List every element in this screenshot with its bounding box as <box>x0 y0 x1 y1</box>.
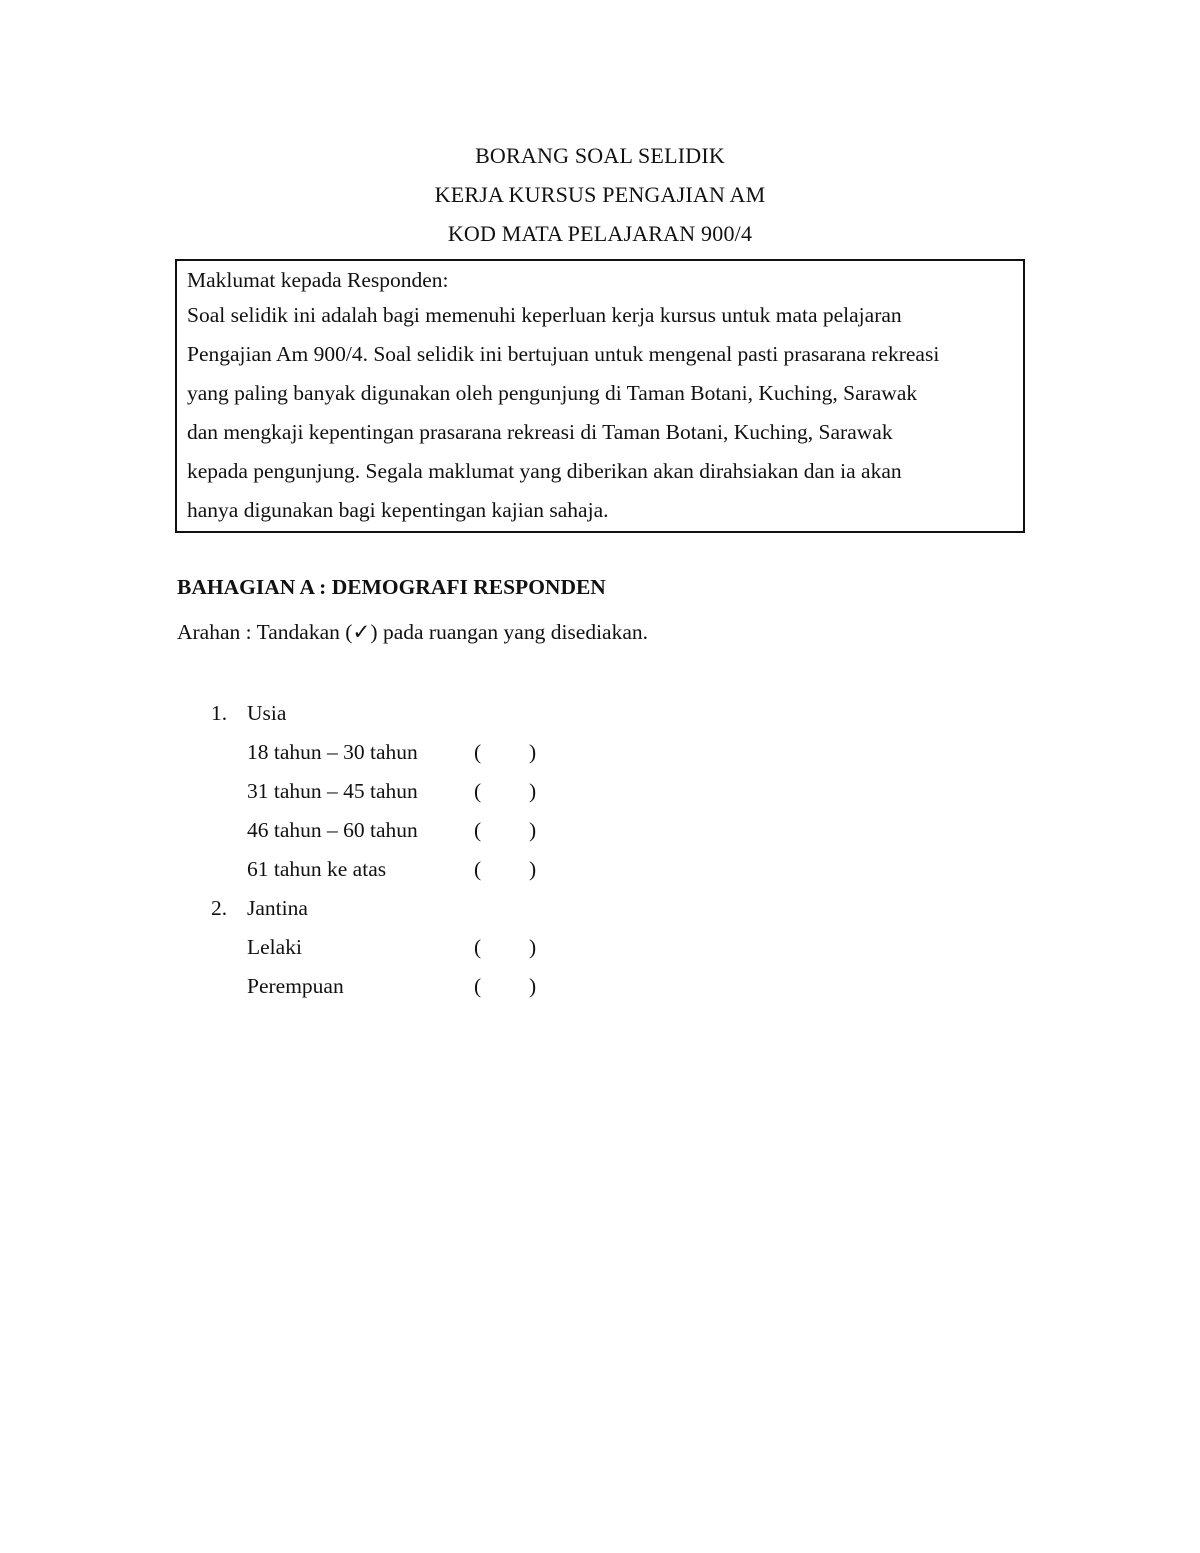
checkbox-close-paren[interactable]: ) <box>529 935 537 959</box>
checkbox-open-paren[interactable]: ( <box>474 740 482 764</box>
checkbox-open-paren[interactable]: ( <box>474 818 482 842</box>
info-box-line: dan mengkaji kepentingan prasarana rekreasi di Taman Botani, Kuching, Sarawak <box>187 420 893 444</box>
subject-code: KOD MATA PELAJARAN 900/4 <box>447 221 753 246</box>
checkbox-close-paren[interactable]: ) <box>529 857 537 881</box>
question-label: Jantina <box>247 896 308 920</box>
checkbox-close-paren[interactable]: ) <box>529 818 537 842</box>
option-label: Lelaki <box>247 935 302 959</box>
info-box-heading: Maklumat kepada Responden: <box>187 268 449 292</box>
option-label: 46 tahun – 60 tahun <box>247 818 418 842</box>
checkbox-open-paren[interactable]: ( <box>474 779 482 803</box>
option-label: 31 tahun – 45 tahun <box>247 779 418 803</box>
option-label: 18 tahun – 30 tahun <box>247 740 418 764</box>
checkbox-close-paren[interactable]: ) <box>529 740 537 764</box>
checkbox-close-paren[interactable]: ) <box>529 974 537 998</box>
question-number: 2. <box>211 896 228 920</box>
info-box-line: Pengajian Am 900/4. Soal selidik ini bertujuan untuk mengenal pasti prasarana rekreasi <box>187 342 940 366</box>
info-box-line: kepada pengunjung. Segala maklumat yang diberikan akan dirahsiakan dan ia akan <box>187 459 902 483</box>
checkbox-open-paren[interactable]: ( <box>474 974 482 998</box>
form-title: BORANG SOAL SELIDIK <box>475 143 725 168</box>
section-a-heading: BAHAGIAN A : DEMOGRAFI RESPONDEN <box>177 575 606 599</box>
info-box-line: yang paling banyak digunakan oleh pengunjung di Taman Botani, Kuching, Sarawak <box>187 381 918 405</box>
respondent-info-box <box>175 259 1025 533</box>
section-a-instruction: Arahan : Tandakan (✓) pada ruangan yang disediakan. <box>177 620 649 644</box>
question-number: 1. <box>211 701 228 725</box>
info-box-line: hanya digunakan bagi kepentingan kajian sahaja. <box>187 498 609 522</box>
option-label: 61 tahun ke atas <box>247 857 387 881</box>
question-label: Usia <box>247 701 287 725</box>
checkbox-open-paren[interactable]: ( <box>474 935 482 959</box>
form-subtitle: KERJA KURSUS PENGAJIAN AM <box>434 182 766 207</box>
info-box-line: Soal selidik ini adalah bagi memenuhi keperluan kerja kursus untuk mata pelajaran <box>187 303 902 327</box>
checkbox-open-paren[interactable]: ( <box>474 857 482 881</box>
checkbox-close-paren[interactable]: ) <box>529 779 537 803</box>
option-label: Perempuan <box>247 974 344 998</box>
